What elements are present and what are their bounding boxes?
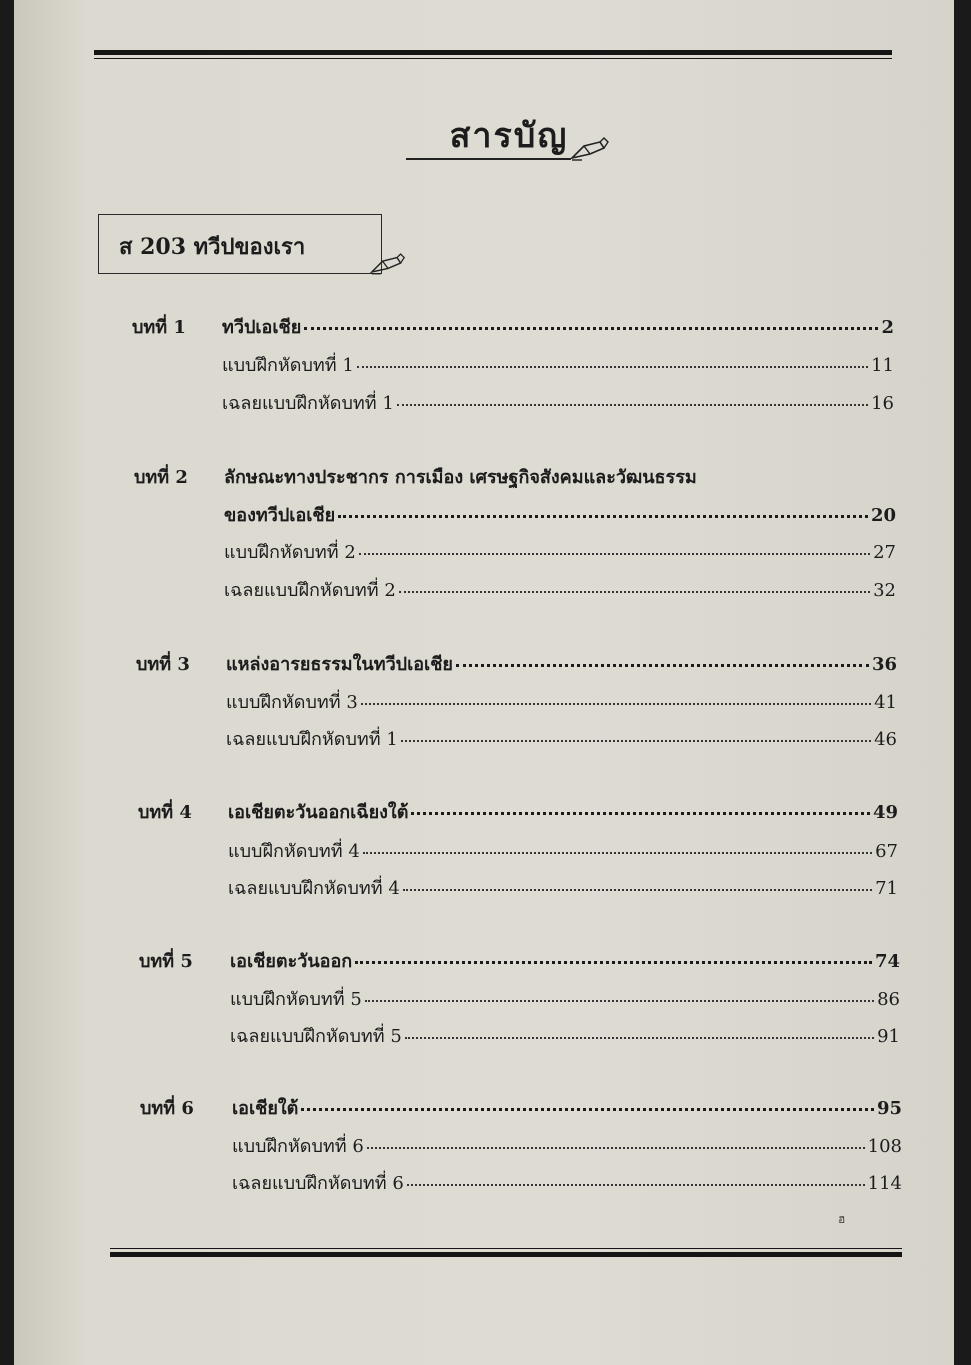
- exercise-label: แบบฝึกหัดบทที่ 5: [230, 989, 362, 1010]
- dot-leader: [411, 812, 870, 815]
- chapter-number: บทที่ 1: [132, 317, 186, 338]
- dot-leader: [397, 404, 868, 406]
- chapter-title: ของทวีปเอเชีย: [224, 505, 336, 526]
- dot-leader: [304, 327, 878, 330]
- exercise-entry: [230, 984, 900, 1013]
- page-number: 86: [877, 989, 900, 1010]
- page-mark: ฮ: [838, 1212, 846, 1226]
- chapter-number: บทที่ 6: [140, 1098, 194, 1119]
- exercise-label: แบบฝึกหัดบทที่ 1: [222, 355, 354, 376]
- dot-leader: [407, 1184, 865, 1186]
- dot-leader: [361, 703, 871, 705]
- chapter-title: ทวีปเอเชีย: [222, 317, 302, 338]
- answers-label: เฉลยแบบฝึกหัดบทที่ 1: [222, 393, 394, 414]
- exercise-entry: [232, 1131, 902, 1160]
- exercise-entry: [228, 836, 898, 865]
- answers-label: เฉลยแบบฝึกหัดบทที่ 1: [226, 729, 398, 750]
- exercise-label: แบบฝึกหัดบทที่ 6: [232, 1136, 364, 1157]
- chapter-number: บทที่ 5: [139, 951, 193, 972]
- page-number: 32: [873, 580, 896, 601]
- chapter-title-line1: ลักษณะทางประชากร การเมือง เศรษฐกิจสังคมและวัฒนธรรม: [224, 467, 697, 488]
- bottom-rule: [110, 1248, 902, 1257]
- dot-leader: [355, 961, 872, 964]
- page-number: 95: [876, 1098, 902, 1119]
- dot-leader: [405, 1037, 874, 1039]
- exercise-entry: [224, 537, 896, 566]
- chapter-title: เอเชียตะวันออก: [230, 951, 353, 972]
- chapter-entry: [222, 312, 894, 341]
- chapter-entry: [226, 649, 897, 678]
- chapter-number: บทที่ 4: [138, 802, 192, 823]
- dot-leader: [301, 1108, 874, 1111]
- pen-writing-icon: [370, 250, 406, 276]
- course-title: ส 203 ทวีปของเรา: [119, 234, 306, 260]
- course-box: [98, 214, 382, 274]
- chapter-entry: [232, 1093, 902, 1122]
- dot-leader: [367, 1147, 865, 1149]
- chapter-title: เอเชียใต้: [232, 1098, 299, 1119]
- chapter-title: แหล่งอารยธรรมในทวีปเอเชีย: [226, 654, 453, 675]
- answers-entry: [228, 873, 898, 902]
- exercise-label: แบบฝึกหัดบทที่ 4: [228, 841, 360, 862]
- answers-entry: [222, 388, 894, 417]
- top-rule: [94, 50, 892, 59]
- page-number: 67: [875, 841, 898, 862]
- title-underline: [406, 158, 571, 160]
- page-number: 74: [874, 951, 900, 972]
- dot-leader: [359, 553, 870, 555]
- page-number: 11: [871, 355, 894, 376]
- page-number: 71: [875, 878, 898, 899]
- chapter-title: เอเชียตะวันออกเฉียงใต้: [228, 802, 409, 823]
- page-number: 16: [871, 393, 894, 414]
- answers-entry: [230, 1021, 900, 1050]
- dot-leader: [403, 889, 872, 891]
- answers-label: เฉลยแบบฝึกหัดบทที่ 6: [232, 1173, 404, 1194]
- page-number: 46: [874, 729, 897, 750]
- answers-label: เฉลยแบบฝึกหัดบทที่ 2: [224, 580, 396, 601]
- pen-writing-icon: [570, 134, 610, 162]
- dot-leader: [456, 664, 869, 667]
- chapter-number: บทที่ 3: [136, 654, 190, 675]
- answers-entry: [224, 575, 896, 604]
- exercise-label: แบบฝึกหัดบทที่ 2: [224, 542, 356, 563]
- exercise-label: แบบฝึกหัดบทที่ 3: [226, 692, 358, 713]
- answers-entry: [226, 724, 897, 753]
- page-number: 2: [881, 317, 894, 338]
- answers-label: เฉลยแบบฝึกหัดบทที่ 5: [230, 1026, 402, 1047]
- page-number: 36: [871, 654, 897, 675]
- dot-leader: [363, 852, 872, 854]
- page-number: 27: [873, 542, 896, 563]
- exercise-entry: [226, 687, 897, 716]
- dot-leader: [357, 366, 868, 368]
- page-number: 108: [867, 1136, 902, 1157]
- page-number: 41: [874, 692, 897, 713]
- page-number: 49: [872, 802, 898, 823]
- dot-leader: [401, 740, 871, 742]
- dot-leader: [365, 1000, 874, 1002]
- chapter-entry: [224, 500, 896, 529]
- chapter-number: บทที่ 2: [134, 467, 188, 488]
- dot-leader: [338, 515, 868, 518]
- page-number: 91: [877, 1026, 900, 1047]
- page-number: 20: [870, 505, 896, 526]
- answers-label: เฉลยแบบฝึกหัดบทที่ 4: [228, 878, 400, 899]
- chapter-entry: [228, 797, 898, 826]
- chapter-entry: [230, 946, 900, 975]
- book-page: [14, 0, 954, 1365]
- page-title: สารบัญ: [449, 116, 569, 156]
- dot-leader: [399, 591, 870, 593]
- exercise-entry: [222, 350, 894, 379]
- page-number: 114: [867, 1173, 902, 1194]
- answers-entry: [232, 1168, 902, 1197]
